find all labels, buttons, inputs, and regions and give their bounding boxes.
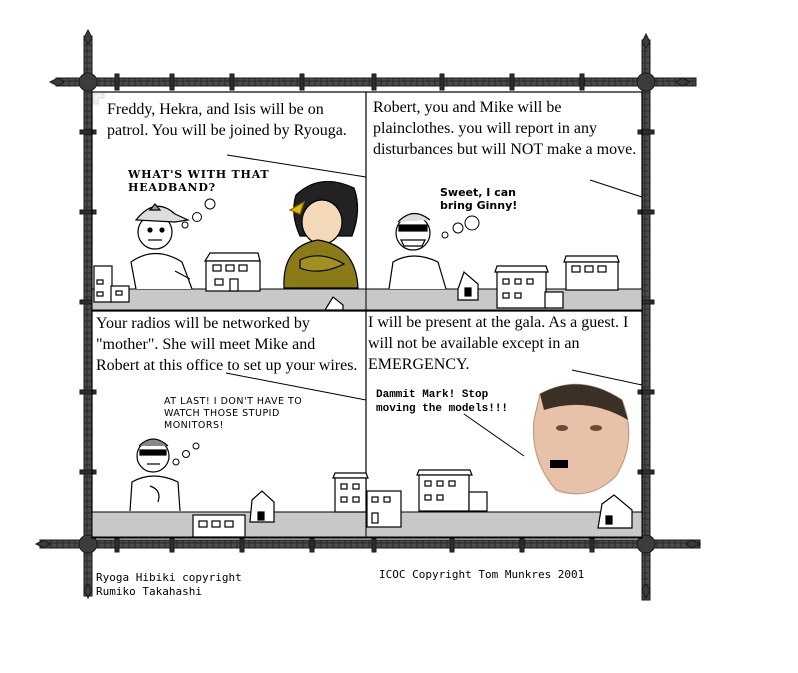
panel1-thought: WHAT'S WITH THAT HEADBAND? xyxy=(128,168,270,194)
credit-left-line1: Ryoga Hibiki copyright xyxy=(96,571,242,584)
credit-right: ICOC Copyright Tom Munkres 2001 xyxy=(379,568,585,581)
panel2-thought: Sweet, I can bring Ginny! xyxy=(440,186,518,212)
panel4-speech: Dammit Mark! Stop moving the models!!! xyxy=(376,389,509,415)
panel4-narration: I will be present at the gala. As a guest. I will not be available except in an EMERGENCY. xyxy=(368,314,629,373)
panel2-narration: Robert, you and Mike will be plainclothes. you will report in any disturbances but will NOT make a move. xyxy=(373,99,637,158)
panel3-narration: Your radios will be networked by "mother". She will meet Mike and Robert at this office to set up your wires. xyxy=(96,315,358,374)
credit-left-line2: Rumiko Takahashi xyxy=(96,585,202,598)
panel3-thought: AT LAST! I DON'T HAVE TO WATCH THOSE STUPID MONITORS! xyxy=(164,396,303,431)
panel1-narration: Freddy, Hekra, and Isis will be on patrol. You will be joined by Ryouga. xyxy=(107,101,347,139)
